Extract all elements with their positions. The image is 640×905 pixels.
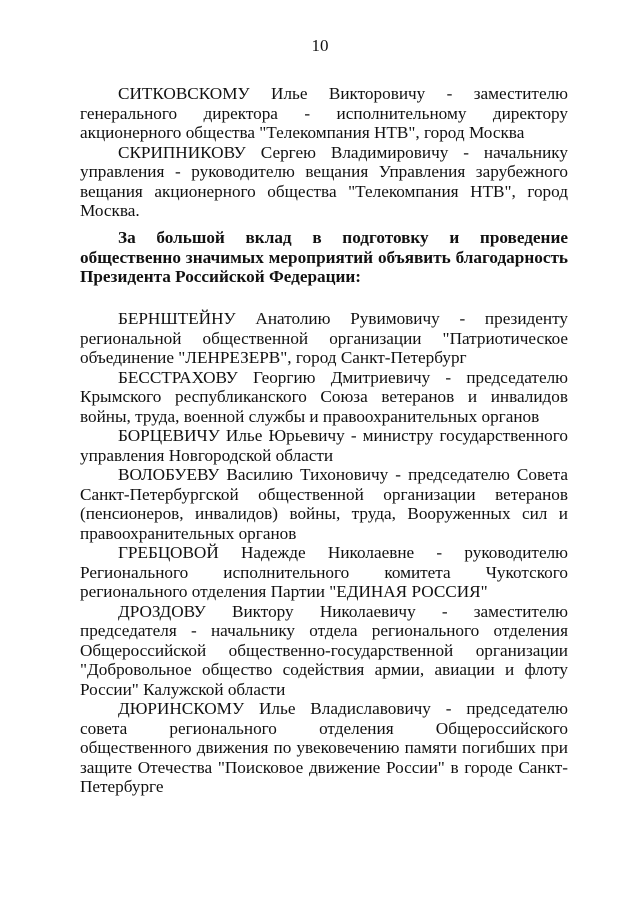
award-entry: СКРИПНИКОВУ Сергею Владимировичу - начальнику управления - руководителю вещания Управления зарубежного вещания акционерного общества "Телекомпания НТВ", город Москва.	[80, 142, 568, 220]
gratitude-entry: ГРЕБЦОВОЙ Надежде Николаевне - руководителю Регионального исполнительного комитета Чукотского регионального отделения Партии "ЕДИНАЯ РОССИЯ"	[80, 543, 568, 601]
award-list-top	[80, 84, 568, 221]
gratitude-entry: БОРЦЕВИЧУ Илье Юрьевичу - министру государственного управления Новгородской области	[80, 426, 568, 465]
award-entry: СИТКОВСКОМУ Илье Викторовичу - заместителю генерального директора - исполнительному директору акционерного общества "Телекомпания НТВ", город Москва	[80, 84, 568, 142]
gratitude-entry: БЕРНШТЕЙНУ Анатолию Рувимовичу - президенту региональной общественной организации "Патриотическое объединение "ЛЕНРЕЗЕРВ", город Санкт-Петербург	[80, 309, 568, 367]
section-heading: За большой вклад в подготовку и проведение общественно значимых мероприятий объявить благодарность Президента Российской Федерации:	[80, 228, 568, 286]
gratitude-entry: ВОЛОБУЕВУ Василию Тихоновичу - председателю Совета Санкт-Петербургской общественной организации ветеранов (пенсионеров, инвалидов) войны, труда, Вооруженных сил и правоохранительных органов	[80, 465, 568, 543]
gratitude-entry: ДРОЗДОВУ Виктору Николаевичу - заместителю председателя - начальнику отдела регионального отделения Общероссийской общественно-государственной организации "Добровольное общество содействия армии, авиации и флоту России" Калужской области	[80, 601, 568, 699]
gratitude-list	[80, 309, 568, 797]
gratitude-entry: БЕССТРАХОВУ Георгию Дмитриевичу - председателю Крымского республиканского Союза ветеранов и инвалидов войны, труда, военной службы и правоохранительных органов	[80, 367, 568, 426]
gratitude-entry: ДЮРИНСКОМУ Илье Владиславовичу - председателю совета регионального отделения Общероссийского общественного движения по увековечению памяти погибших при защите Отечества "Поисковое движение России" в городе Санкт-Петербурге	[80, 699, 568, 796]
page-number: 10	[311, 36, 329, 55]
